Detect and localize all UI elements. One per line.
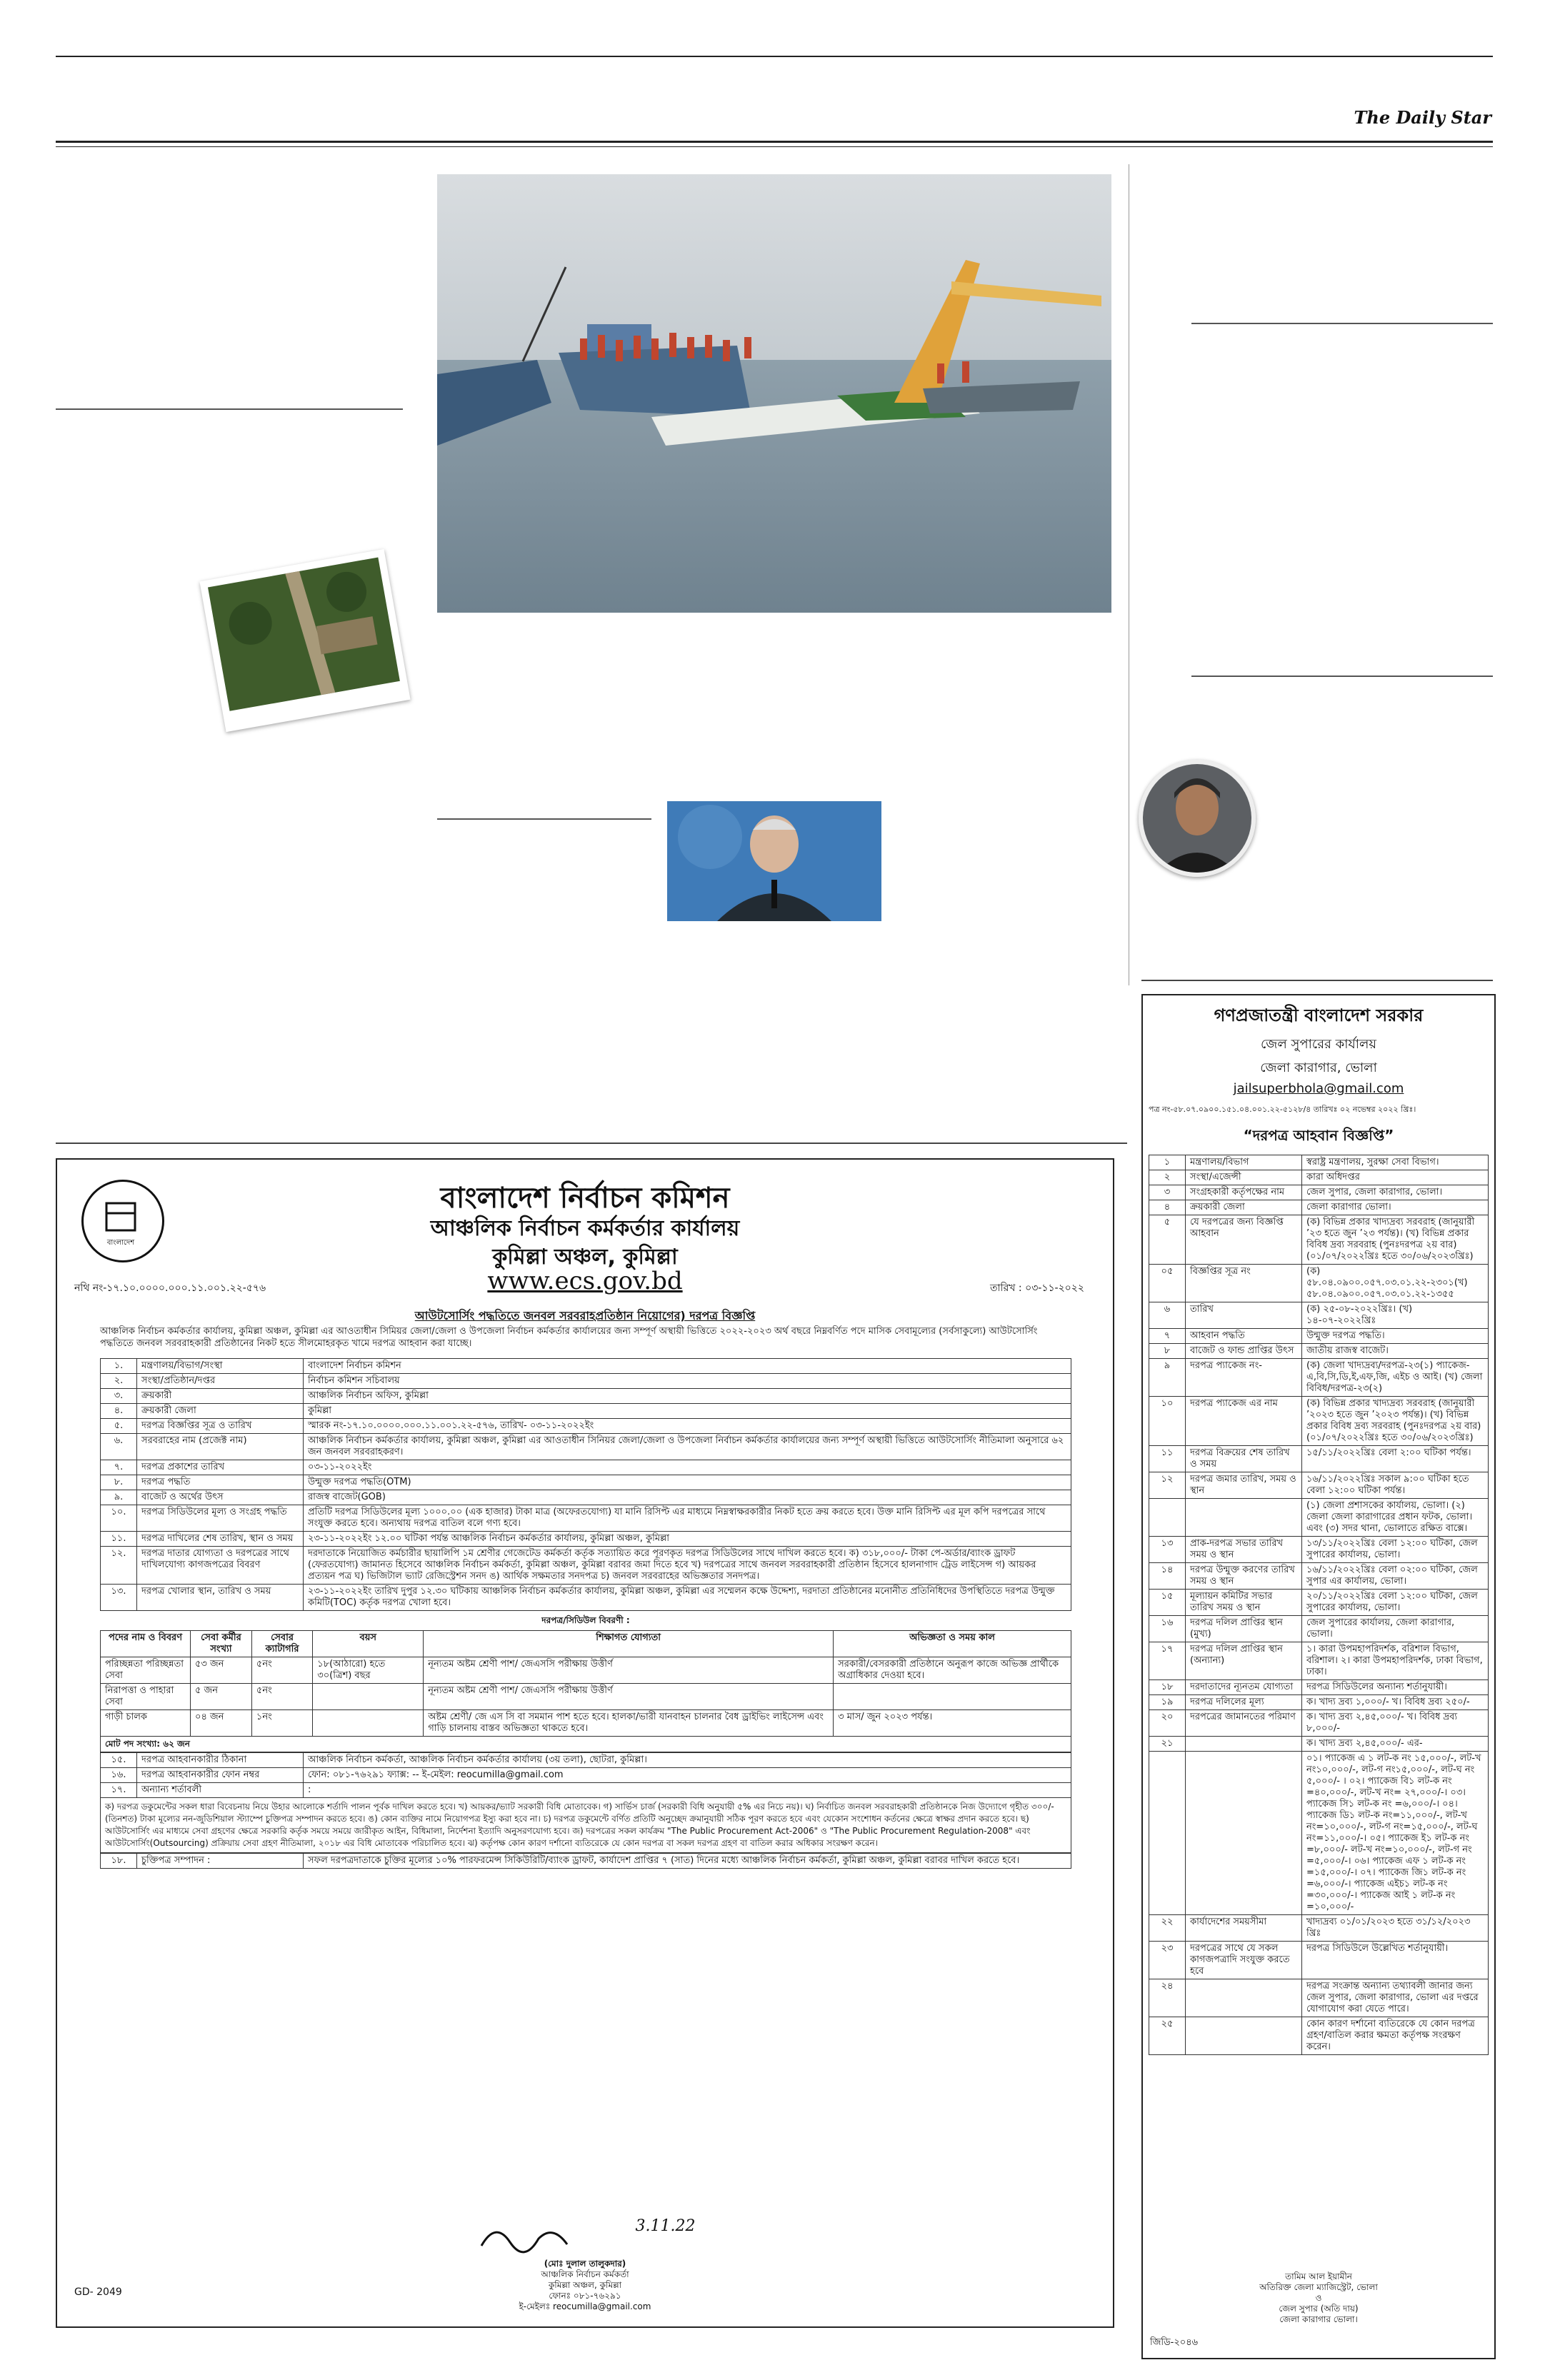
- jail-info-row-value: দরপত্র সিডিউলে উল্লেখিত শর্তানুযায়ী।: [1302, 1942, 1489, 1979]
- jail-info-row-number: ৪: [1149, 1200, 1186, 1215]
- jail-info-row: [1149, 1446, 1489, 1472]
- ec-info2-row-label: দরপত্র আহবানকারীর ঠিকানা: [137, 1753, 304, 1768]
- ec-total-posts: মোট পদ সংখ্যা: ৬২ জন: [100, 1737, 1071, 1752]
- jail-sig-title1: অতিরিক্ত জেলা ম্যাজিস্ট্রেট, ভোলা: [1259, 2282, 1378, 2292]
- jail-table: [1149, 1155, 1489, 2055]
- jail-info-row-number: ১৪: [1149, 1563, 1186, 1590]
- jail-info-row-label: আহবান পদ্ধতি: [1186, 1329, 1302, 1344]
- ec-subtitle: আঞ্চলিক নির্বাচন কর্মকর্তার কার্যালয়: [430, 1216, 740, 1241]
- ec-info-row-number: ৩.: [101, 1389, 137, 1404]
- ec-info-row-value: স্মারক নং-১৭.১০.০০০০.০০০.১১.০০১.২২-৫৭৬, তারিখ- ০৩-১১-২০২২ইং: [304, 1419, 1071, 1434]
- ec-schedule-cell-post: নিরাপত্তা ও পাহারা সেবা: [101, 1684, 191, 1710]
- jail-info-row-number: [1149, 1499, 1186, 1537]
- ec-schedule-row: [101, 1710, 1071, 1737]
- jail-memo: পত্র নং-৫৮.০৭.০৯০০.১৫১.০৪.০০১.২২-৫১২৮/৪ তারিখঃ ০২ নভেম্বর ২০২২ খ্রিঃ।: [1149, 1105, 1416, 1114]
- ec-schedule-header: সেবার ক্যাটাগরি: [251, 1631, 312, 1657]
- jail-info-row-number: ২১: [1149, 1737, 1186, 1752]
- jail-info-row-label: দরপত্র বিক্রয়ের শেষ তারিখ ও সময়: [1186, 1446, 1302, 1472]
- plane-crash-image: [437, 174, 1111, 613]
- ec-info-row: [101, 1460, 1071, 1475]
- jail-info-row-label: দরদাতাদের ন্যূনতম যোগ্যতা: [1186, 1680, 1302, 1695]
- jail-info-row-number: ২২: [1149, 1915, 1186, 1942]
- jail-info-row-value: ১৩/১১/২০২২খ্রিঃ বেলা ১২:০০ ঘটিকা, জেল সুপারের কার্যালয়, ভোলা।: [1302, 1537, 1489, 1563]
- jail-info-row-label: সংস্থা/এজেন্সী: [1186, 1170, 1302, 1185]
- ec-info-row: [101, 1505, 1071, 1532]
- jail-info-row-value: ১। কারা উপমহাপরিদর্শক, বরিশাল বিভাগ, বরিশাল। ২। কারা উপমহাপরিদর্শক, ঢাকা বিভাগ, ঢাকা।: [1302, 1642, 1489, 1680]
- jail-info-row-label: সংগ্রহকারী কর্তৃপক্ষের নাম: [1186, 1185, 1302, 1200]
- jail-info-row-value: ক। খাদ্য দ্রব্য ২,৪৫,০০০/- খ। বিবিধ দ্রব্য ৮,০০০/-: [1302, 1710, 1489, 1737]
- jail-info-row-label: [1186, 1737, 1302, 1752]
- right-caption-rule-2: [1191, 676, 1493, 677]
- ec-schedule-table: [100, 1630, 1071, 1737]
- ec-schedule-cell-edu: নূন্যতম অষ্টম শ্রেণী পাশ/ জেএসসি পরীক্ষায় উত্তীর্ণ: [424, 1684, 834, 1710]
- ec-title: বাংলাদেশ নির্বাচন কমিশন: [440, 1182, 730, 1215]
- ec-schedule-cell-age: ১৮(আঠারো) হতে ৩০(ত্রিশ) বছর: [313, 1657, 424, 1684]
- jail-info-row: [1149, 1397, 1489, 1446]
- jail-info-row: [1149, 1185, 1489, 1200]
- ec-last-label: চুক্তিপত্র সম্পাদন :: [137, 1854, 304, 1869]
- ec-schedule-header: বয়স: [313, 1631, 424, 1657]
- masthead-logo: The Daily Star: [1354, 107, 1491, 128]
- aerial-forest-image: [199, 549, 410, 732]
- ec-info2-row-value: আঞ্চলিক নির্বাচন কর্মকর্তা, আঞ্চলিক নির্বাচন কর্মকর্তার কার্যালয় (৩য় তলা), ছোটরা, কুমিল্লা।: [304, 1753, 1071, 1768]
- jail-info-row-value: জাতীয় রাজস্ব বাজেট।: [1302, 1344, 1489, 1359]
- jail-info-row-value: উন্মুক্ত দরপত্র পদ্ধতি।: [1302, 1329, 1489, 1344]
- ec-sig-place: কুমিল্লা অঞ্চল, কুমিল্লা: [548, 2280, 622, 2290]
- ec-terms: ক) দরপত্র ডকুমেন্টের সকল ধারা বিবেচনায় নিয়ে উহার আলোকে শর্তাদি পালন পূর্বক দাখিল করতে হবে। খ) আয়কর/ভ্যাট সরকারী বিধি মোতাবেক। গ) সার্ভিস চার্জ (সরকারী বিধি অনুযায়ী ৫% এর নিচে নয়)। ঘ) নির্বাচিত জনবল সরবরাহকারী প্রতিষ্ঠানকে নিজ উদ্যোগে গৃহীত ৩০০/-(তিনশত) টাকা মূল্যের নন-জুডিশিয়াল স্ট্যাম্পে চুক্তিপত্র সম্পাদন করতে হবে। ঙ) কোন ব্যক্তির নামে নিয়োগপত্র ইস্যু করা হবে না। চ) দরপত্র ডকুমেন্টে বর্ণিত প্রতিটি অনুচ্ছেদ ক্রমানুযায়ী সঠিক পূরণ করতে হবে এবং যেকোন সংশোধন কর্তনের ক্ষেত্রে স্বাক্ষর প্রদান করতে হবে। ছ) আউটসোর্সিং এর মাধ্যমে সেবা গ্রহণের ক্ষেত্রে সরকারি কর্তৃক সময়ে সময়ে জারীকৃত আইন, বিধিমালা, নির্দেশনা ইত্যাদি অনুসরণযোগ্য হবে। জ) দরপত্রের সকল কার্যক্রম "The Public Procurement Act-2006" ও "The Public Procurement Regulation-2008" এবং আউটসোর্সিং(Outsourcing) প্রক্রিয়ায় সেবা গ্রহণ নীতিমালা, ২০১৮ এর বিধি মোতাবেক পরিচালিত হবে। ঝ) কর্তৃপক্ষ কোন কারণ দর্শানো ব্যতিরেকে যে কোন দরপত্র বা সকল দরপত্র গ্রহণ বা বাতিল করার অধিকার সংরক্ষণ করেন।: [100, 1798, 1071, 1853]
- ec-schedule-cell-count: ০৪ জন: [191, 1710, 252, 1737]
- jail-info-row: [1149, 2017, 1489, 2055]
- jail-info-row-value: ১৫/১১/২০২২খ্রিঃ বেলা ২:০০ ঘটিকা পর্যন্ত।: [1302, 1446, 1489, 1472]
- ec-schedule-cell-age: [313, 1684, 424, 1710]
- jail-info-row-label: প্রাক-দরপত্র সভার তারিখ সময় ও স্থান: [1186, 1537, 1302, 1563]
- jail-info-row-label: মন্ত্রণালয়/বিভাগ: [1186, 1155, 1302, 1170]
- right-caption-rule-1: [1191, 323, 1493, 324]
- imran-khan-photo: [1139, 760, 1256, 877]
- jail-info-row-label: [1186, 1499, 1302, 1537]
- jail-info-row: [1149, 1200, 1489, 1215]
- jail-info-row-number: ৩: [1149, 1185, 1186, 1200]
- ec-sig-phone: ফোনঃ ০৮১-৭৬২৯১: [549, 2291, 621, 2301]
- jail-info-row: [1149, 1616, 1489, 1642]
- ec-info-row-number: ১২.: [101, 1547, 137, 1585]
- jail-info-row: [1149, 1680, 1489, 1695]
- ec-info-row-number: ২.: [101, 1374, 137, 1389]
- jail-info-row-number: ১২: [1149, 1472, 1186, 1499]
- ec-info-row-label: মন্ত্রণালয়/বিভাগ/সংস্থা: [137, 1359, 304, 1374]
- ec-schedule-header: অভিজ্ঞতা ও সময় কাল: [834, 1631, 1071, 1657]
- jail-info-row-number: ২: [1149, 1170, 1186, 1185]
- top-rule: [56, 56, 1493, 57]
- ec-info2-row-value: :: [304, 1783, 1071, 1798]
- jail-info-row-label: দরপত্র উন্মুক্ত করণের তারিখ সময় ও স্থান: [1186, 1563, 1302, 1590]
- jail-email[interactable]: jailsuperbhola@gmail.com: [1233, 1081, 1404, 1096]
- jail-info-row-value: (ক) বিভিন্ন প্রকার খাদ্যদ্রব্য সরবরাহ (জানুয়ারী ’২০২৩ হতে জুন ’২০২৩ পর্যন্ত)। (খ) বিভিন্ন প্রকার বিবিধ দ্রব্য সরবরাহ (পুনঃদরপত্র ২য় বার) (০১/০৭/২০২২খ্রিঃ হতে ৩০/০৬/২০২৩খ্রিঃ): [1302, 1397, 1489, 1446]
- center-caption-rule: [437, 818, 651, 820]
- guterres-image: [667, 801, 881, 921]
- ec-schedule-cell-post: পরিচ্ছন্নতা পরিচ্ছন্নতা সেবা: [101, 1657, 191, 1684]
- masthead-rule-2: [56, 146, 1493, 147]
- jail-gd-code: জিডি-২০৪৬: [1150, 2337, 1199, 2348]
- ec-last-value: সফল দরপত্রদাতাকে চুক্তির মূল্যের ১০% পারফরমেন্স সিকিউরিটি/ব্যাংক ড্রাফট, কার্যাদেশ প্রাপ্তির ৭ (সাত) দিনের মধ্যে আঞ্চলিক নির্বাচন কর্মকর্তা, কুমিল্লা অঞ্চল, কুমিল্লা বরাবর দাখিল করতে হবে।: [304, 1854, 1071, 1869]
- jail-info-row: [1149, 1265, 1489, 1302]
- jail-info-row-label: দরপত্রের জামানতের পরিমাণ: [1186, 1710, 1302, 1737]
- ec-info-row-value: উন্মুক্ত দরপত্র পদ্ধতি(OTM): [304, 1475, 1071, 1490]
- ec-info-row-number: ৭.: [101, 1460, 137, 1475]
- ec-schedule-cell-post: গাড়ী চালক: [101, 1710, 191, 1737]
- svg-text:বাংলাদেশ: বাংলাদেশ: [106, 1239, 135, 1247]
- ec-schedule-row: [101, 1684, 1071, 1710]
- jail-info-row: [1149, 1642, 1489, 1680]
- jail-info-row-number: ০৫: [1149, 1265, 1186, 1302]
- jail-info-row: [1149, 1979, 1489, 2017]
- jail-info-row-label: দরপত্র দলিল প্রাপ্তির স্থান (মুখ্য): [1186, 1616, 1302, 1642]
- ec-info-row-number: ১৩.: [101, 1585, 137, 1611]
- ec-memo: নথি নং-১৭.১০.০০০০.০০০.১১.০০১.২২-৫৭৬: [74, 1282, 266, 1294]
- jail-info-row-label: তারিখ: [1186, 1302, 1302, 1329]
- jail-info-row: [1149, 1359, 1489, 1397]
- ec-info-row-label: ক্রয়কারী: [137, 1389, 304, 1404]
- ec-info-row-number: ৬.: [101, 1434, 137, 1460]
- jail-info-row-value: জেল সুপারের কার্যালয়, জেলা কারাগার, ভোলা।: [1302, 1616, 1489, 1642]
- ec-schedule-cell-edu: অষ্টম শ্রেণী/ জে এস সি বা সমমান পাশ হতে হবে। হালকা/ভারী যানবাহন চালনার বৈধ ড্রাইভিং লাইসেন্স এবং গাড়ি চালনায় বাস্তব অভিজ্ঞতা থাকতে হবে।: [424, 1710, 834, 1737]
- ec-info-row-number: ১.: [101, 1359, 137, 1374]
- jail-info-row-number: ৫: [1149, 1215, 1186, 1265]
- jail-info-row-label: যে দরপত্রের জন্য বিজ্ঞপ্তি আহবান: [1186, 1215, 1302, 1265]
- jail-info-row-label: কার্যাদেশের সময়সীমা: [1186, 1915, 1302, 1942]
- signature-scribble-icon: [474, 2217, 631, 2259]
- ec-info-row: [101, 1532, 1071, 1547]
- ec-signature-block: [57, 2217, 1113, 2312]
- jail-notice-title: “দরপত্র আহবান বিজ্ঞপ্তি”: [1243, 1127, 1394, 1144]
- ec-info-row-number: ৮.: [101, 1475, 137, 1490]
- ec-info-row: [101, 1475, 1071, 1490]
- ec-info2-row-label: অন্যান্য শর্তাবলী: [137, 1783, 304, 1798]
- ec-info-row-value: আঞ্চলিক নির্বাচন কর্মকর্তার কার্যালয়, কুমিল্লা অঞ্চল, কুমিল্লা এর আওতাধীন সিনিয়র জেলা/জেলা ও উপজেলা নির্বাচন কর্মকর্তার কার্যালয়ের জন্য সম্পূর্ণ অস্থায়ী ভিত্তিতে আউটসোর্সিং নীতিমালা অনুসারে ৬২ জন জনবল সরবরাহকরণ।: [304, 1434, 1071, 1460]
- jail-info-row-number: ১৯: [1149, 1695, 1186, 1710]
- jail-sig-title2: জেল সুপার (অতি দায়): [1279, 2304, 1359, 2314]
- jail-info-row-value: স্বরাষ্ট্র মন্ত্রণালয়, সুরক্ষা সেবা বিভাগ।: [1302, 1155, 1489, 1170]
- ec-info-row-label: দরপত্র পদ্ধতি: [137, 1475, 304, 1490]
- jail-info-row-value: (ক) বিভিন্ন প্রকার খাদ্যদ্রব্য সরবরাহ (জানুয়ারী ’২৩ হতে জুন ’২৩ পর্যন্ত)। (খ) বিভিন্ন প্রকার বিবিধ দ্রব্য সরবরাহ (পুনঃদরপত্র ২য় বার) (০১/০৭/২০২২খ্রিঃ হতে ৩০/০৬/২০২৩খ্রিঃ): [1302, 1215, 1489, 1265]
- ec-schedule-cell-edu: নূন্যতম অষ্টম শ্রেণী পাশ/ জেএসসি পরীক্ষায় উত্তীর্ণ: [424, 1657, 834, 1684]
- jail-office: জেল সুপারের কার্যালয়: [1260, 1037, 1377, 1052]
- ec-signature-date: 3.11.22: [635, 2217, 696, 2235]
- ec-schedule-row: [101, 1657, 1071, 1684]
- jail-info-row: [1149, 1942, 1489, 1979]
- jail-info-row-number: ১৫: [1149, 1590, 1186, 1616]
- jail-info-row-label: বাজেট ও ফান্ড প্রাপ্তির উৎস: [1186, 1344, 1302, 1359]
- jail-info-row-value: (১) জেলা প্রশাসকের কার্যালয়, ভোলা। (২) জেলা জেলা কারাগারের প্রধান ফটক, ভোলা। এবং (৩) সদর থানা, ভোলাতে রক্ষিত বাক্সে।: [1302, 1499, 1489, 1537]
- ec-info-row: [101, 1374, 1071, 1389]
- ec-intro: আঞ্চলিক নির্বাচন কর্মকর্তার কার্যালয়, কুমিল্লা অঞ্চল, কুমিল্লা এর আওতাধীন সিমিয়র জেলা/জেলা ও উপজেলা নির্বাচন কর্মকর্তার কার্যালয়ের জন্য সম্পূর্ণ অস্থায়ী ভিত্তিতে ২০২২-২০২৩ অর্থ বছরে নিম্নবর্ণিত পদে মাসিক সেবামূল্যের (সর্বসাকুল্যে) আউটসোর্সিং পদ্ধতিতে জনবল সরবরাহকারী প্রতিষ্ঠানের নিকট হতে সীলমোহরকৃত খামে দরপত্র আহবান করা যাচ্ছে।: [100, 1326, 1038, 1349]
- ec-info2-row: [101, 1753, 1071, 1768]
- jail-info-row-value: কারা অধিদপ্তর: [1302, 1170, 1489, 1185]
- jail-sig-and: ও: [1315, 2293, 1322, 2303]
- jail-info-row-label: দরপত্রের সাথে যে সকল কাগজপত্রাদি সংযুক্ত করতে হবে: [1186, 1942, 1302, 1979]
- jail-info-row-number: ৯: [1149, 1359, 1186, 1397]
- jail-info-row-number: ১৭: [1149, 1642, 1186, 1680]
- ec-info-row: [101, 1419, 1071, 1434]
- jail-info-row: [1149, 1695, 1489, 1710]
- ec-info-row: [101, 1434, 1071, 1460]
- ec-info-row-label: দরপত্র দাখিলের শেষ তারিখ, স্থান ও সময়: [137, 1532, 304, 1547]
- ec-schedule-cell-exp: [834, 1684, 1071, 1710]
- ec-info-row: [101, 1404, 1071, 1419]
- jail-info-row: [1149, 1302, 1489, 1329]
- jail-info-row: [1149, 1752, 1489, 1915]
- ads-separator: [56, 1143, 1127, 1144]
- jail-sig-name: তামিম আল ইয়ামীন: [1285, 2271, 1352, 2281]
- jail-info-row: [1149, 1737, 1489, 1752]
- jail-info-row-number: ১: [1149, 1155, 1186, 1170]
- bhola-jail-ad: [1141, 994, 1496, 2359]
- ec-info-row-number: ৯.: [101, 1490, 137, 1505]
- jail-info-row-label: দরপত্র দলিল প্রাপ্তির স্থান (অন্যান্য): [1186, 1642, 1302, 1680]
- jail-info-row-number: ১১: [1149, 1446, 1186, 1472]
- jail-info-row-number: ১৩: [1149, 1537, 1186, 1563]
- ec-info-row: [101, 1389, 1071, 1404]
- ec-info2-row-number: ১৫.: [101, 1753, 137, 1768]
- guterres-photo: [667, 801, 881, 921]
- jail-info-row-label: [1186, 1979, 1302, 2017]
- ec-info-row-value: প্রতিটি দরপত্র সিডিউলের মূল্য ১০০০.০০ (এক হাজার) টাকা মাত্র (অফেরতযোগ্য) যা মানি রিসিপ্ট এর মাধ্যমে নিম্নস্বাক্ষরকারীর নিকট হতে ক্রয় করতে হবে। উক্ত মানি রিসিপ্ট এর মূল কপি দরপত্রের সাথে সংযুক্ত করতে হবে। অন্যথায় দরপত্র বাতিল বলে গণ্য হবে।: [304, 1505, 1071, 1532]
- jail-info-row-value: ক। খাদ্য দ্রব্য ২,৪৫,০০০/- এর-: [1302, 1737, 1489, 1752]
- ec-sig-title: আঞ্চলিক নির্বাচন কর্মকর্তা: [541, 2269, 629, 2279]
- ec-schedule-cell-count: ৫ জন: [191, 1684, 252, 1710]
- ec-info-row: [101, 1490, 1071, 1505]
- ec-schedule-header: সেবা কর্মীর সংখ্যা: [191, 1631, 252, 1657]
- ec-info-row-label: দরপত্র বিজ্ঞপ্তির সূত্র ও তারিখ: [137, 1419, 304, 1434]
- jail-info-row: [1149, 1155, 1489, 1170]
- jail-info-row-number: ৬: [1149, 1302, 1186, 1329]
- jail-info-row-label: দরপত্র প্যাকেজ এর নাম: [1186, 1397, 1302, 1446]
- ec-info-row-label: দরপত্র খোলার স্থান, তারিখ ও সময়: [137, 1585, 304, 1611]
- ec-sig-email[interactable]: ই-মেইলঃ reocumilla@gmail.com: [519, 2301, 651, 2311]
- ec-schedule-cell-cat: ৫নং: [251, 1657, 312, 1684]
- ec-info-row-label: বাজেট ও অর্থের উৎস: [137, 1490, 304, 1505]
- ec-info2-row: [101, 1783, 1071, 1798]
- jail-signature-block: [1143, 2271, 1494, 2325]
- jail-info-row: [1149, 1215, 1489, 1265]
- jail-info-row: [1149, 1537, 1489, 1563]
- ec-schedule-title: দরপত্র/সিডিউল বিবরণী :: [541, 1615, 630, 1625]
- jail-info-row: [1149, 1710, 1489, 1737]
- jail-info-row-number: ১৮: [1149, 1680, 1186, 1695]
- jail-info-row-value: (ক) ২৫-০৮-২০২২খ্রিঃ। (খ) ১৪-০৭-২০২২খ্রিঃ: [1302, 1302, 1489, 1329]
- right-ad-top-rule: [1141, 980, 1493, 981]
- jail-info-row-value: (ক) জেলা খাদ্যদ্রব্য/দরপত্র-২৩(১) প্যাকেজ-এ,বি,সি,ডি,ই,এফ,জি, এইচ ও আই। (খ) জেলা বিবিধ/দরপত্র-২৩(২): [1302, 1359, 1489, 1397]
- masthead-rule-1: [56, 141, 1493, 143]
- ec-info-row: [101, 1585, 1071, 1611]
- ec-info2-row: [101, 1768, 1071, 1783]
- jail-info-row-value: ১৬/১১/২০২২খ্রিঃ বেলা ০২:০০ ঘটিকা, জেল সুপার এর কার্যালয়, ভোলা।: [1302, 1563, 1489, 1590]
- ec-info-row-label: ক্রয়কারী জেলা: [137, 1404, 304, 1419]
- jail-info-row-number: ২৪: [1149, 1979, 1186, 2017]
- ec-info-row-value: ২৩-১১-২০২২ইং ১২.০০ ঘটিকা পর্যন্ত আঞ্চলিক নির্বাচন কর্মকর্তার কার্যালয়, কুমিল্লা অঞ্চল, কুমিল্লা: [304, 1532, 1071, 1547]
- jail-info-row-label: দরপত্র প্যাকেজ নং-: [1186, 1359, 1302, 1397]
- jail-place: জেলা কারাগার, ভোলা: [1260, 1060, 1377, 1075]
- ec-schedule-cell-cat: ১নং: [251, 1710, 312, 1737]
- ec-info-row: [101, 1547, 1071, 1585]
- jail-info-row-label: দরপত্র দলিলের মূল্য: [1186, 1695, 1302, 1710]
- ec-info-table: [100, 1358, 1071, 1869]
- jail-info-row-value: (ক) ৫৮.০৪.০৯০০.০৫৭.০৩.০১.২২-২৩০১(খ) ৫৮.০৪.০৯০০.০৫৭.০৩.০১.২২-১৩৫৫: [1302, 1265, 1489, 1302]
- ec-info2-row-number: ১৬.: [101, 1768, 137, 1783]
- ec-info-row-value: বাংলাদেশ নির্বাচন কমিশন: [304, 1359, 1071, 1374]
- ec-info-row-label: দরপত্র সিডিউলের মূল্য ও সংগ্রহ পদ্ধতি: [137, 1505, 304, 1532]
- jail-info-row-label: মূল্যায়ন কমিটির সভার তারিখ সময় ও স্থান: [1186, 1590, 1302, 1616]
- ec-schedule-cell-count: ৫৩ জন: [191, 1657, 252, 1684]
- ec-schedule-cell-cat: ৫নং: [251, 1684, 312, 1710]
- jail-info-row: [1149, 1329, 1489, 1344]
- jail-info-row: [1149, 1344, 1489, 1359]
- jail-info-row: [1149, 1915, 1489, 1942]
- jail-info-row-number: ২৩: [1149, 1942, 1186, 1979]
- jail-info-row-value: ২০/১১/২০২২খ্রিঃ বেলা ১২:০০ ঘটিকা, জেল সুপারের কার্যালয়, ভোলা।: [1302, 1590, 1489, 1616]
- jail-info-row-number: ২০: [1149, 1710, 1186, 1737]
- ec-info-row-value: ০৩-১১-২০২২ইং: [304, 1460, 1071, 1475]
- jail-info-row-number: ২৫: [1149, 2017, 1186, 2055]
- ec-last-no: ১৮.: [101, 1854, 137, 1869]
- plane-crash-photo: [437, 174, 1111, 613]
- ec-schedule-header: পদের নাম ও বিবরণ: [101, 1631, 191, 1657]
- jail-info-row-value: দরপত্র সিডিউলের অন্যান্য শর্তানুযায়ী।: [1302, 1680, 1489, 1695]
- ec-schedule-cell-age: [313, 1710, 424, 1737]
- jail-info-row-value: দরপত্র সংক্রান্ত অন্যান্য তথ্যাবলী জানার জন্য জেল সুপার, জেলা কারাগার, ভোলা এর দপ্তরে যোগাযোগ করা যেতে পারে।: [1302, 1979, 1489, 2017]
- jail-info-row-value: ক। খাদ্য দ্রব্য ১,০০০/- খ। বিবিধ দ্রব্য ২৫০/-: [1302, 1695, 1489, 1710]
- ec-info-row-value: রাজস্ব বাজেট(GOB): [304, 1490, 1071, 1505]
- ec-info-row-value: নির্বাচন কমিশন সচিবালয়: [304, 1374, 1071, 1389]
- ec-info-row-value: ২৩-১১-২০২২ইং তারিখ দুপুর ১২.৩০ ঘটিকায় আঞ্চলিক নির্বাচন কর্মকর্তার কার্যালয়, কুমিল্লা অঞ্চল, কুমিল্লা এর সম্মেলন কক্ষে উদ্দেশ্য, দরদাতা প্রতিষ্ঠানের মনোনীত প্রতিনিধিদের উপস্থিতিতে দরপত্র উন্মুক্ত কমিটি(TOC) কর্তৃক দরপত্র খোলা হবে।: [304, 1585, 1071, 1611]
- ec-info2-row-label: দরপত্র আহবানকারীর ফোন নম্বর: [137, 1768, 304, 1783]
- ec-sig-name: (মোঃ দুলাল তালুকদার): [544, 2259, 626, 2269]
- ec-schedule-cell-exp: ৩ মাস/ জুন ২০২৩ পর্যন্ত।: [834, 1710, 1071, 1737]
- left-caption-rule: [56, 408, 403, 410]
- jail-info-row-label: দরপত্র জমার তারিখ, সময় ও স্থান: [1186, 1472, 1302, 1499]
- election-commission-ad: [56, 1158, 1114, 2328]
- jail-info-row-value: জেলা কারাগার ভোলা।: [1302, 1200, 1489, 1215]
- ec-info-row-number: ৪.: [101, 1404, 137, 1419]
- jail-info-row: [1149, 1499, 1489, 1537]
- ec-date: তারিখ : ০৩-১১-২০২২: [990, 1282, 1084, 1294]
- ec-last-row: [101, 1854, 1071, 1869]
- jail-info-row-label: [1186, 2017, 1302, 2055]
- ec-info-row-label: সংস্থা/প্রতিষ্ঠান/দপ্তর: [137, 1374, 304, 1389]
- jail-info-row-number: ১৬: [1149, 1616, 1186, 1642]
- jail-info-row-label: ক্রয়কারী জেলা: [1186, 1200, 1302, 1215]
- jail-info-row: [1149, 1472, 1489, 1499]
- ec-notice-title: আউটসোর্সিং পদ্ধতিতে জনবল সরবরাহপ্রতিষ্ঠান নিয়োগের) দরপত্র বিজ্ঞপ্তি: [414, 1309, 756, 1322]
- ec-info-row-number: ৫.: [101, 1419, 137, 1434]
- ec-info-row-label: দরপত্র প্রকাশের তারিখ: [137, 1460, 304, 1475]
- ec-info-row-number: ১০.: [101, 1505, 137, 1532]
- jail-info-row-value: ১৬/১১/২০২২খ্রিঃ সকাল ৯:০০ ঘটিকা হতে বেলা ১২:০০ ঘটিকা পর্যন্ত।: [1302, 1472, 1489, 1499]
- ec-schedule-header: শিক্ষাগত যোগ্যতা: [424, 1631, 834, 1657]
- jail-info-row-value: ০১। প্যাকেজ এ ১ লট-ক নং ১৫,০০০/-, লট-খ নং১০,০০০/-, লট-গ নং১৫,০০০/-, লট-ঘ নং ৫,০০০/- । ০২। প্যাকেজ বি১ লট-ক নং =৪০,০০০/-, লট-খ নং= ২৭,০০০/-। ০৩। প্যাকেজ সি১ লট-ক নং =৬,০০০/-। ০৪। প্যাকেজ ডি১ লট-ক নং=১১,০০০/-, লট-খ নং=১০,০০০/-, লট-গ নং=১৫,০০০/-, লট-ঘ নং=১১,০০০/-। ০৫। প্যাকেজ ই১ লট-ক নং =৮,০০০/- লট-খ নং=১০,০০০/-, লট-গ নং =৫,০০০/-। ০৬। প্যাকেজ এফ ১ লট-ক নং =১৫,০০০/-। ০৭। প্যাকেজ জি১ লট-ক নং =৬,০০০/-। প্যাকেজ এইচ১ লট-ক নং =৩০,০০০/-। প্যাকেজ আই ১ লট-ক নং =১০,০০০/-: [1302, 1752, 1489, 1915]
- jail-info-row-label: [1186, 1752, 1302, 1915]
- ec-info-row-value: দরদাতাকে নিয়োজিত কর্মচারীর ছায়ালিপি ১ম শ্রেণীর গেজেটেড কর্মকর্তা কর্তৃক সত্যায়িত করে পূরণকৃত দরপত্র সিডিউলের সাথে দাখিল করতে হবে। ক) ৩১৮,০০০/- টাকা পে-অর্ডার/ব্যাংক ড্রাফট (ফেরতযোগ্য) জামানত হিসেবে আঞ্চলিক নির্বাচন কর্মকর্তা, কুমিল্লা অঞ্চল, কুমিল্লা বরাবর জমা দিতে হবে খ) দরপত্রের সাথে জনবল সরবরাহকারী প্রতিষ্ঠান হিসেবে হালনাগাদ ট্রেড লাইসেন্স গ) আয়কর প্রত্যয়ন পত্র ঘ) ভিজিটাল ভ্যাট রেজিস্ট্রেশন সনদ ঙ) আর্থিক সক্ষমতার সনদপত্র চ) জনবল সরবরাহের অভিজ্ঞতার সনদপত্র।: [304, 1547, 1071, 1585]
- ec-info2-row-number: ১৭.: [101, 1783, 137, 1798]
- jail-info-row-number: ৭: [1149, 1329, 1186, 1344]
- ec-info2-row-value: ফোন: ০৮১-৭৬২৯১ ফ্যাক্স: -- ই-মেইল: reocumilla@gmail.com: [304, 1768, 1071, 1783]
- jail-info-row-number: ৮: [1149, 1344, 1186, 1359]
- imran-khan-image: [1143, 764, 1251, 873]
- ec-website[interactable]: www.ecs.gov.bd: [487, 1267, 683, 1295]
- jail-sig-title3: জেলা কারাগার ভোলা।: [1279, 2314, 1358, 2324]
- jail-info-row-value: জেল সুপার, জেলা কারাগার, ভোলা।: [1302, 1185, 1489, 1200]
- jail-info-row-number: ১০: [1149, 1397, 1186, 1446]
- jail-title: গণপ্রজাতন্ত্রী বাংলাদেশ সরকার: [1214, 1005, 1424, 1025]
- aerial-forest-photo: [199, 549, 410, 732]
- ec-place: কুমিল্লা অঞ্চল, কুমিল্লা: [492, 1245, 678, 1270]
- jail-info-row: [1149, 1170, 1489, 1185]
- jail-info-row-label: বিজ্ঞপ্তির সূত্র নং: [1186, 1265, 1302, 1302]
- jail-info-row-number: [1149, 1752, 1186, 1915]
- ec-schedule-cell-exp: সরকারী/বেসরকারী প্রতিষ্ঠানে অনুরূপ কাজে অভিজ্ঞ প্রার্থীকে অগ্রাধিকার দেওয়া হবে।: [834, 1657, 1071, 1684]
- ec-signature-icon: [57, 2217, 1113, 2259]
- ec-info-row-number: ১১.: [101, 1532, 137, 1547]
- ec-gd-code: GD- 2049: [74, 2286, 122, 2298]
- ec-info-row: [101, 1359, 1071, 1374]
- ec-info-row-value: কুমিল্লা: [304, 1404, 1071, 1419]
- jail-info-row: [1149, 1590, 1489, 1616]
- jail-info-row-value: কোন কারণ দর্শানো ব্যতিরেকে যে কোন দরপত্র গ্রহণ/বাতিল করার ক্ষমতা কর্তৃপক্ষ সংরক্ষণ করেন।: [1302, 2017, 1489, 2055]
- jail-info-row: [1149, 1563, 1489, 1590]
- jail-info-row-value: খাদ্যদ্রব্য ০১/০১/২০২৩ হতে ৩১/১২/২০২৩ খ্রিঃ: [1302, 1915, 1489, 1942]
- ec-info-row-value: আঞ্চলিক নির্বাচন অফিস, কুমিল্লা: [304, 1389, 1071, 1404]
- ec-info-row-label: দরপত্র দাতার যোগ্যতা ও দরপত্রের সাথে দাখিলযোগ্য কাগজপত্রের বিবরণ: [137, 1547, 304, 1585]
- ec-info-row-label: সরবরাহের নাম (প্রজেক্ট নাম): [137, 1434, 304, 1460]
